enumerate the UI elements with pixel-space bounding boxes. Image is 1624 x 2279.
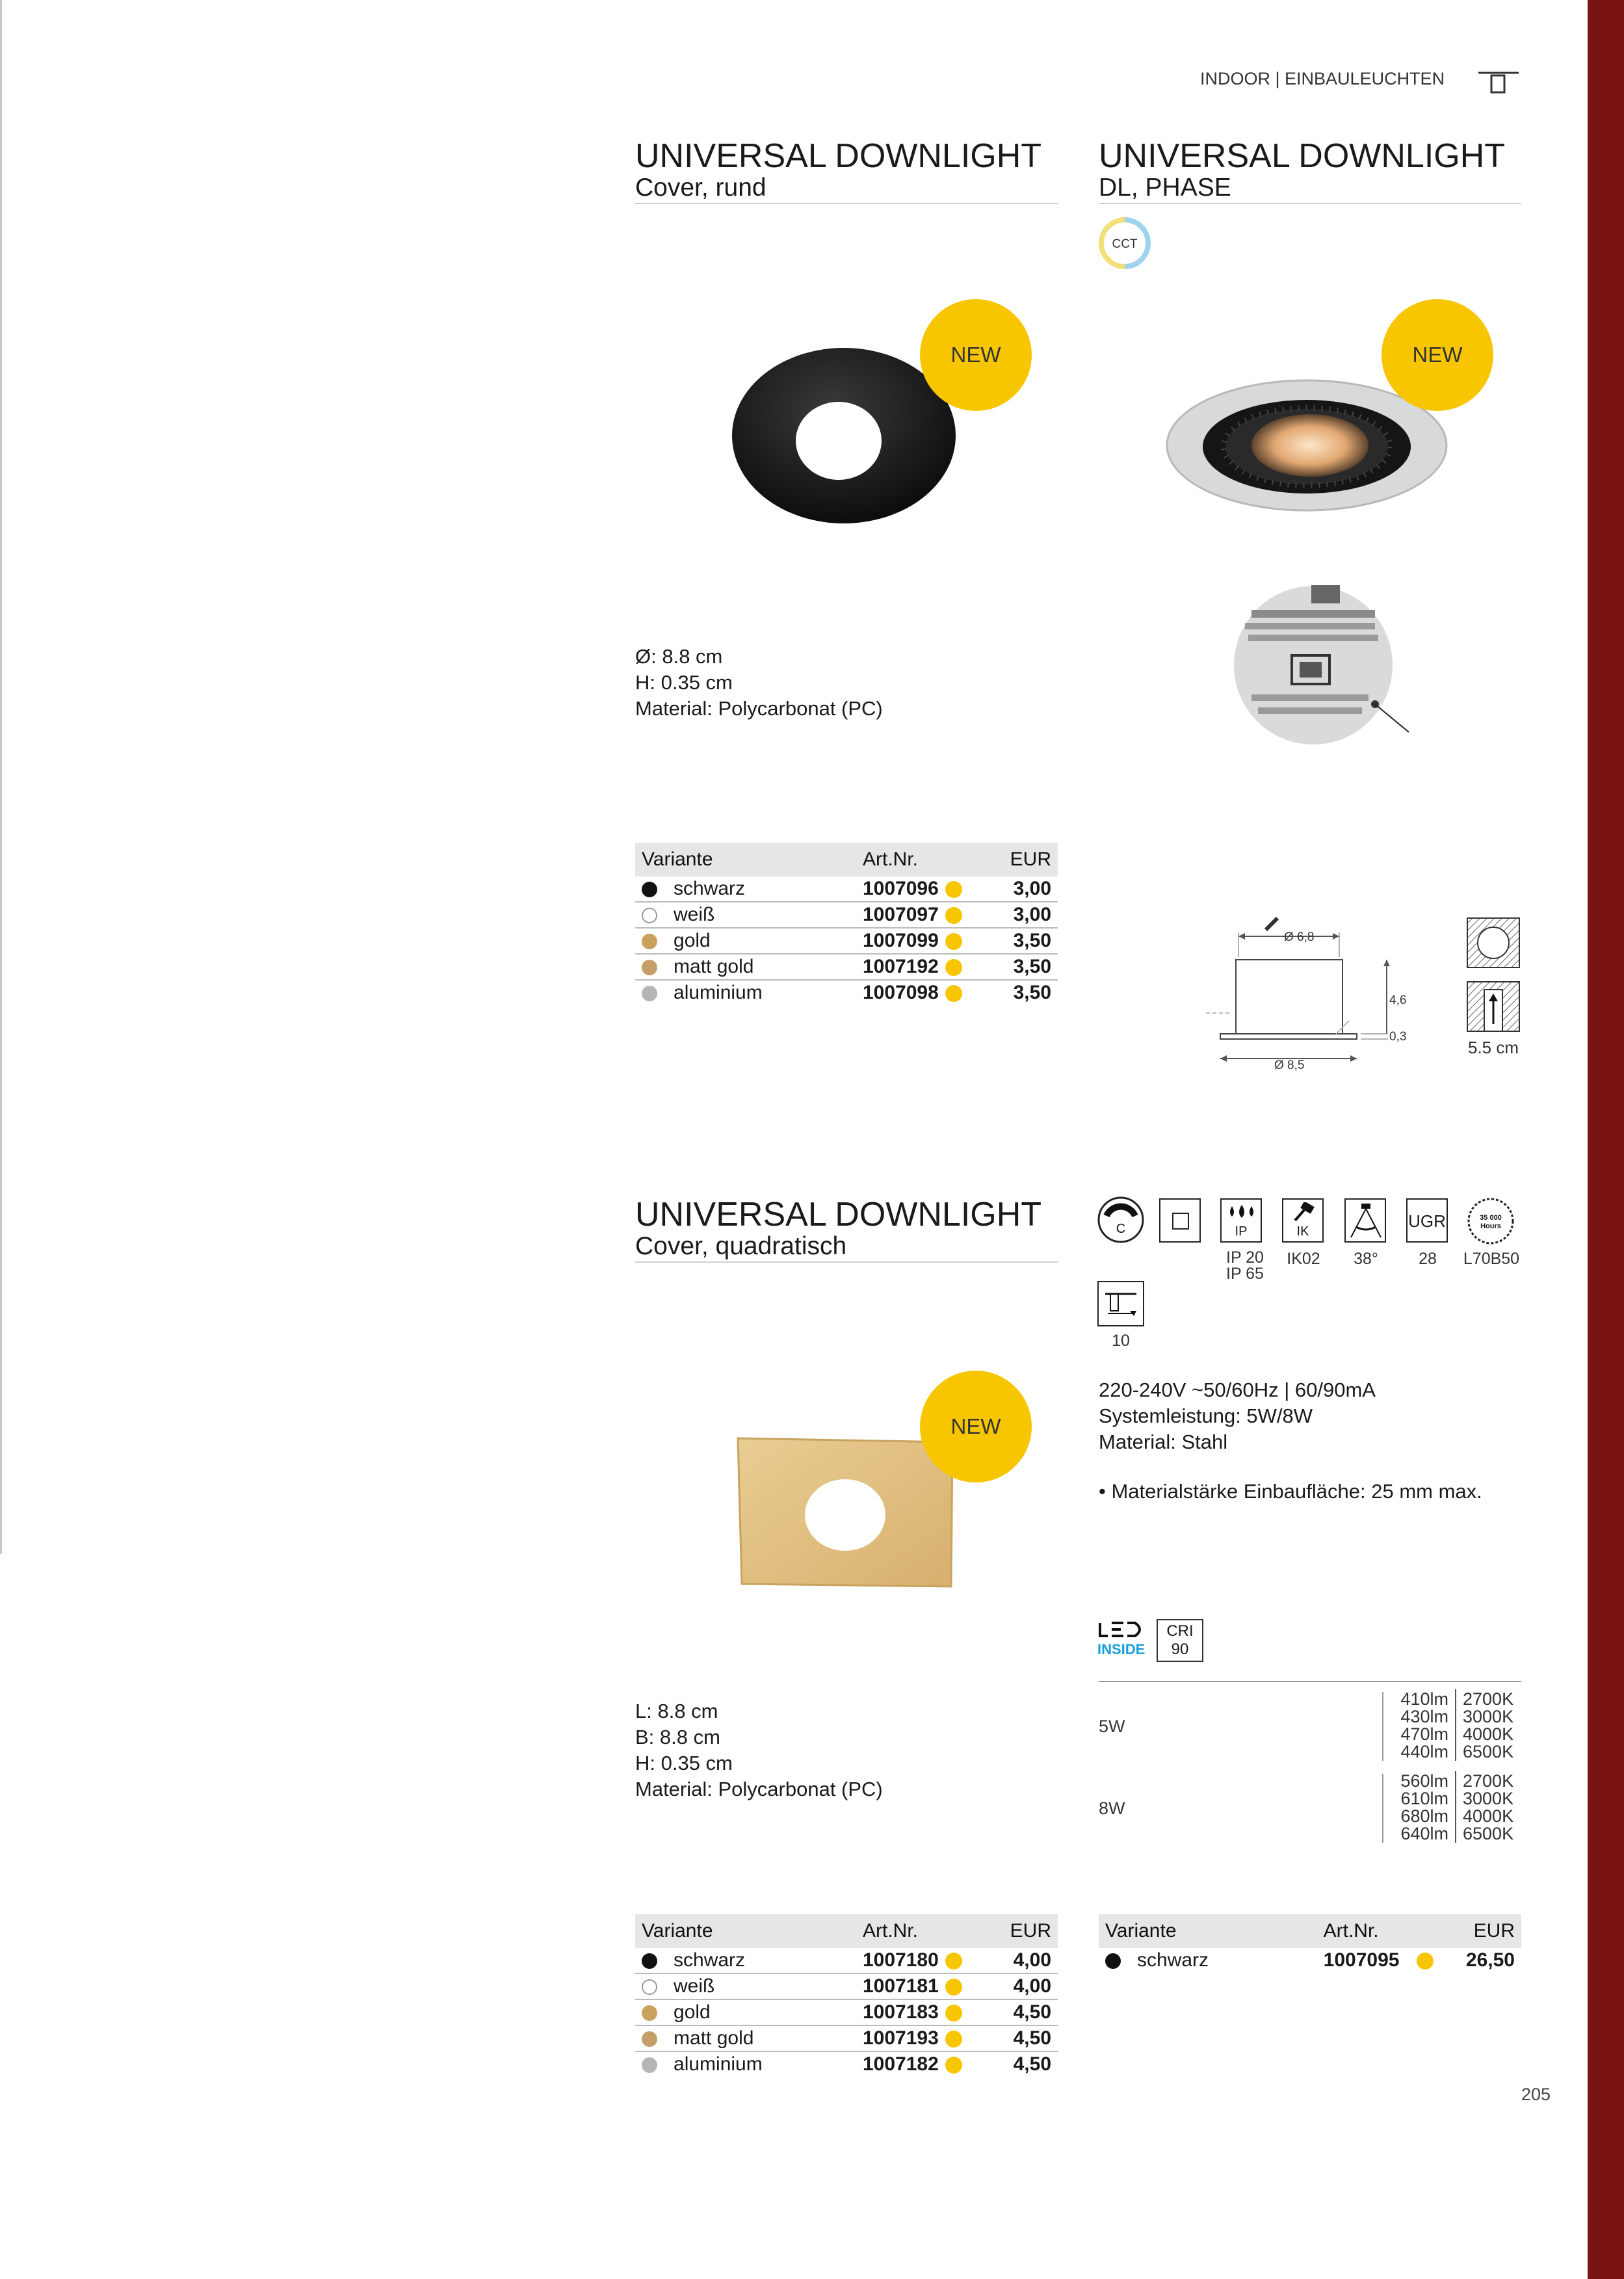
dimmable-icon xyxy=(1097,1196,1144,1243)
power-5w: 5W xyxy=(1099,1717,1125,1736)
table-row xyxy=(635,1973,1058,1999)
dim-label: C xyxy=(1116,1222,1126,1236)
cct-label: CCT xyxy=(1112,237,1138,251)
ip-icon xyxy=(1220,1198,1262,1243)
electrical-specs xyxy=(1099,1377,1502,1455)
variant-cell xyxy=(635,2051,856,2077)
article-number: 1007193 xyxy=(863,2027,939,2049)
spec-line: 220-240V ~50/60Hz | 60/90mA xyxy=(1099,1378,1376,1401)
protection-class-icon xyxy=(1159,1198,1201,1243)
cct-value: 2700K xyxy=(1463,1689,1514,1709)
variant-cell xyxy=(635,1999,856,2025)
ik-icon xyxy=(1282,1198,1324,1243)
energy-dot xyxy=(945,2057,962,2074)
page-edge-line xyxy=(0,0,2,1554)
price-cell: 3,50 xyxy=(980,928,1058,954)
swatch-white xyxy=(642,1979,657,1995)
led-inside-label: INSIDE xyxy=(1097,1641,1146,1657)
variant-name: weiß xyxy=(674,904,715,925)
variant-name: schwarz xyxy=(674,878,746,899)
article-number: 1007192 xyxy=(863,956,939,977)
ip-label: IP xyxy=(1235,1224,1248,1239)
new-badge: NEW xyxy=(920,1371,1032,1482)
led-glyph-icon xyxy=(1097,1620,1147,1640)
variant-cell xyxy=(635,928,856,954)
variant-name: aluminium xyxy=(674,2053,763,2075)
lumen-value: 610lm xyxy=(1400,1789,1448,1808)
cri-value: 90 xyxy=(1171,1640,1189,1658)
spec-line: Systemleistung: 5W/8W xyxy=(1099,1404,1313,1427)
article-number: 1007183 xyxy=(863,2001,939,2023)
variant-cell xyxy=(635,1948,856,1973)
divider xyxy=(635,203,1058,204)
cutout-size: 5.5 cm xyxy=(1468,1038,1519,1057)
section-header: INDOOR | EINBAULEUCHTEN xyxy=(1200,69,1445,88)
table-row xyxy=(635,1999,1058,2025)
artnr-cell xyxy=(856,876,980,902)
artnr-cell xyxy=(856,2051,980,2077)
energy-dot xyxy=(945,881,962,898)
variant-cell xyxy=(635,954,856,980)
variant-cell xyxy=(635,902,856,928)
swatch-aluminium xyxy=(642,2057,657,2073)
driver-label-image xyxy=(1232,584,1414,746)
artnr-cell xyxy=(856,954,980,980)
variant-name: gold xyxy=(674,2001,711,2023)
divider xyxy=(1099,1681,1521,1682)
article-number: 1007098 xyxy=(863,982,939,1003)
variant-name: schwarz xyxy=(674,1949,746,1971)
energy-dot xyxy=(945,985,962,1002)
led-inside-logo xyxy=(1097,1620,1147,1659)
variant-name: matt gold xyxy=(674,2027,754,2049)
col-artnr: Art.Nr. xyxy=(856,1914,980,1948)
table-row xyxy=(635,928,1058,954)
product-title: UNIVERSAL DOWNLIGHT xyxy=(1099,137,1506,175)
variant-table-rund xyxy=(635,843,1058,1005)
lumen-value: 680lm xyxy=(1400,1806,1448,1826)
spec-line: B: 8.8 cm xyxy=(635,1726,720,1748)
swatch-matt-gold xyxy=(642,2031,657,2047)
svg-text:Hours: Hours xyxy=(1480,1222,1501,1230)
cct-value: 3000K xyxy=(1463,1707,1514,1726)
variant-name: aluminium xyxy=(674,982,763,1003)
table-row xyxy=(635,1948,1058,1973)
energy-dot xyxy=(945,1953,962,1969)
lumen-value: 430lm xyxy=(1400,1707,1448,1726)
svg-text:35 000: 35 000 xyxy=(1480,1214,1502,1222)
price-cell: 4,50 xyxy=(1013,2053,1051,2075)
table-row xyxy=(635,980,1058,1005)
artnr-cell xyxy=(856,1999,980,2025)
beam-angle-icon xyxy=(1344,1198,1386,1243)
angle-value: 38° xyxy=(1354,1250,1378,1268)
article-number: 1007099 xyxy=(863,930,939,951)
cct-value: 4000K xyxy=(1463,1724,1514,1744)
swatch-white xyxy=(642,908,657,923)
product-title: UNIVERSAL DOWNLIGHT xyxy=(635,1196,1042,1233)
swatch-matt-gold xyxy=(642,960,657,975)
cri-badge xyxy=(1157,1619,1203,1662)
cct-value: 3000K xyxy=(1463,1789,1514,1808)
price-cell: 3,00 xyxy=(980,876,1058,902)
spec-line: L: 8.8 cm xyxy=(635,1700,718,1722)
energy-dot xyxy=(945,907,962,924)
col-eur: EUR xyxy=(1460,1914,1521,1948)
variant-cell xyxy=(635,2025,856,2051)
lifetime-hours-icon xyxy=(1466,1196,1515,1246)
price-cell: 3,50 xyxy=(980,954,1058,980)
ugr-value: 28 xyxy=(1419,1250,1437,1268)
artnr-cell xyxy=(856,2025,980,2051)
ip-value-2: IP 65 xyxy=(1226,1265,1264,1283)
price-cell: 4,50 xyxy=(980,2025,1058,2051)
price-cell: 4,50 xyxy=(980,1999,1058,2025)
cri-label: CRI xyxy=(1166,1622,1194,1640)
article-number: 1007181 xyxy=(863,1975,939,1997)
lumen-group-line xyxy=(1382,1692,1383,1761)
dim-top: Ø 6,8 xyxy=(1284,930,1315,944)
artnr-cell xyxy=(856,980,980,1005)
swatch-black xyxy=(642,1953,657,1969)
new-badge: NEW xyxy=(1382,299,1493,411)
table-header xyxy=(635,1914,1058,1948)
col-variante: Variante xyxy=(635,843,856,876)
ip-value-1: IP 20 xyxy=(1226,1248,1264,1267)
lumen-group-line xyxy=(1382,1774,1383,1843)
table-row xyxy=(1099,1948,1521,1973)
energy-dot xyxy=(945,2005,962,2022)
energy-dot xyxy=(945,1979,962,1996)
col-variante: Variante xyxy=(1099,1914,1317,1948)
hours-value: L70B50 xyxy=(1463,1250,1520,1268)
cct-icon xyxy=(1097,216,1152,270)
variant-name: gold xyxy=(674,930,711,951)
cct-value: 6500K xyxy=(1463,1742,1514,1761)
product-quadratisch-specs xyxy=(635,1698,1025,1802)
dim-bottom: Ø 8,5 xyxy=(1274,1059,1305,1072)
variant-name: schwarz xyxy=(1137,1949,1209,1971)
lamp-distance-icon xyxy=(1101,1285,1140,1323)
spec-line: Material: Polycarbonat (PC) xyxy=(635,1778,883,1800)
lumen-separator xyxy=(1455,1771,1456,1843)
cct-value: 4000K xyxy=(1463,1806,1514,1826)
ugr-icon xyxy=(1406,1198,1448,1243)
recessed-light-category-icon xyxy=(1477,70,1520,96)
variant-cell xyxy=(635,980,856,1005)
product-quadratisch-heading xyxy=(635,1196,1058,1260)
col-variante: Variante xyxy=(635,1914,856,1948)
artnr-cell xyxy=(856,902,980,928)
price-cell: 4,00 xyxy=(980,1973,1058,1999)
swatch-gold xyxy=(642,934,657,949)
water-drops-icon xyxy=(1227,1204,1257,1222)
variant-name: weiß xyxy=(674,1975,715,1997)
bullet-note: • Materialstärke Einbaufläche: 25 mm max. xyxy=(1099,1480,1482,1503)
col-artnr: Art.Nr. xyxy=(856,843,980,876)
spec-line: Ø: 8.8 cm xyxy=(635,645,723,668)
energy-dot xyxy=(1417,1953,1434,1969)
table-row xyxy=(635,2051,1058,2077)
variant-cell xyxy=(635,876,856,902)
product-rund-heading xyxy=(635,138,1058,202)
square-symbol xyxy=(1172,1213,1189,1230)
page-number: 205 xyxy=(1521,2085,1551,2104)
artnr-cell xyxy=(856,1948,980,1973)
lumen-value: 440lm xyxy=(1400,1742,1448,1761)
energy-dot xyxy=(945,2031,962,2048)
lumen-value: 560lm xyxy=(1400,1771,1448,1791)
lumen-value: 640lm xyxy=(1400,1824,1448,1843)
article-number: 1007180 xyxy=(863,1949,939,1971)
distance-icon xyxy=(1097,1281,1144,1326)
new-badge: NEW xyxy=(920,299,1032,411)
swatch-aluminium xyxy=(642,986,657,1001)
swatch-gold xyxy=(642,2005,657,2021)
cct-value: 6500K xyxy=(1463,1824,1514,1843)
ip-values xyxy=(1222,1250,1268,1282)
table-row xyxy=(635,2025,1058,2051)
product-rund-specs xyxy=(635,644,1025,722)
product-subtitle: Cover, rund xyxy=(635,174,766,202)
dim-height: 4,6 xyxy=(1389,994,1407,1007)
table-header xyxy=(635,843,1058,876)
energy-dot xyxy=(945,933,962,950)
artnr-cell xyxy=(1317,1948,1460,1973)
price-cell: 26,50 xyxy=(1465,1949,1515,1971)
spec-line: H: 0.35 cm xyxy=(635,671,733,694)
lumen-value: 410lm xyxy=(1400,1689,1448,1709)
square-cover-image xyxy=(731,1430,959,1593)
product-title: UNIVERSAL DOWNLIGHT xyxy=(635,137,1042,175)
variant-table-phase xyxy=(1099,1914,1521,1973)
article-number: 1007096 xyxy=(863,878,939,899)
swatch-black xyxy=(1105,1953,1121,1969)
hammer-icon xyxy=(1291,1202,1317,1223)
product-subtitle: DL, PHASE xyxy=(1099,174,1231,202)
article-number: 1007097 xyxy=(863,904,939,925)
beam-cone-icon xyxy=(1348,1202,1383,1240)
spec-line: Material: Polycarbonat (PC) xyxy=(635,697,883,720)
table-row xyxy=(635,902,1058,928)
swatch-black xyxy=(642,882,657,897)
energy-dot xyxy=(945,959,962,976)
col-artnr: Art.Nr. xyxy=(1317,1914,1460,1948)
dimension-drawing xyxy=(1206,910,1414,1076)
chapter-color-bar xyxy=(1588,0,1624,2279)
article-number: 1007182 xyxy=(863,2053,939,2075)
distance-value: 10 xyxy=(1112,1332,1130,1350)
article-number: 1007095 xyxy=(1323,1949,1400,1971)
ik-value: IK02 xyxy=(1287,1250,1320,1268)
variant-name: matt gold xyxy=(674,956,754,977)
variant-cell xyxy=(1099,1948,1317,1973)
lumen-value: 470lm xyxy=(1400,1724,1448,1744)
price-cell: 3,00 xyxy=(980,902,1058,928)
artnr-cell xyxy=(856,928,980,954)
price-cell: 3,50 xyxy=(1013,982,1051,1003)
divider xyxy=(1099,203,1521,204)
variant-cell xyxy=(635,1973,856,1999)
product-subtitle: Cover, quadratisch xyxy=(635,1232,847,1260)
ik-label: IK xyxy=(1296,1224,1309,1239)
spec-line: Material: Stahl xyxy=(1099,1430,1228,1453)
col-eur: EUR xyxy=(980,843,1058,876)
spec-line: H: 0.35 cm xyxy=(635,1752,733,1774)
table-row xyxy=(635,954,1058,980)
cct-value: 2700K xyxy=(1463,1771,1514,1791)
ugr-label: UGR xyxy=(1408,1211,1446,1231)
product-phase-heading xyxy=(1099,138,1521,202)
col-eur: EUR xyxy=(980,1914,1058,1948)
variant-table-quadratisch xyxy=(635,1914,1058,2077)
price-cell: 4,00 xyxy=(980,1948,1058,1973)
lumen-separator xyxy=(1455,1689,1456,1761)
power-8w: 8W xyxy=(1099,1798,1125,1818)
divider xyxy=(635,1261,1058,1263)
dim-flange: 0,3 xyxy=(1389,1030,1407,1044)
table-header xyxy=(1099,1914,1521,1948)
table-row xyxy=(635,876,1058,902)
artnr-cell xyxy=(856,1973,980,1999)
